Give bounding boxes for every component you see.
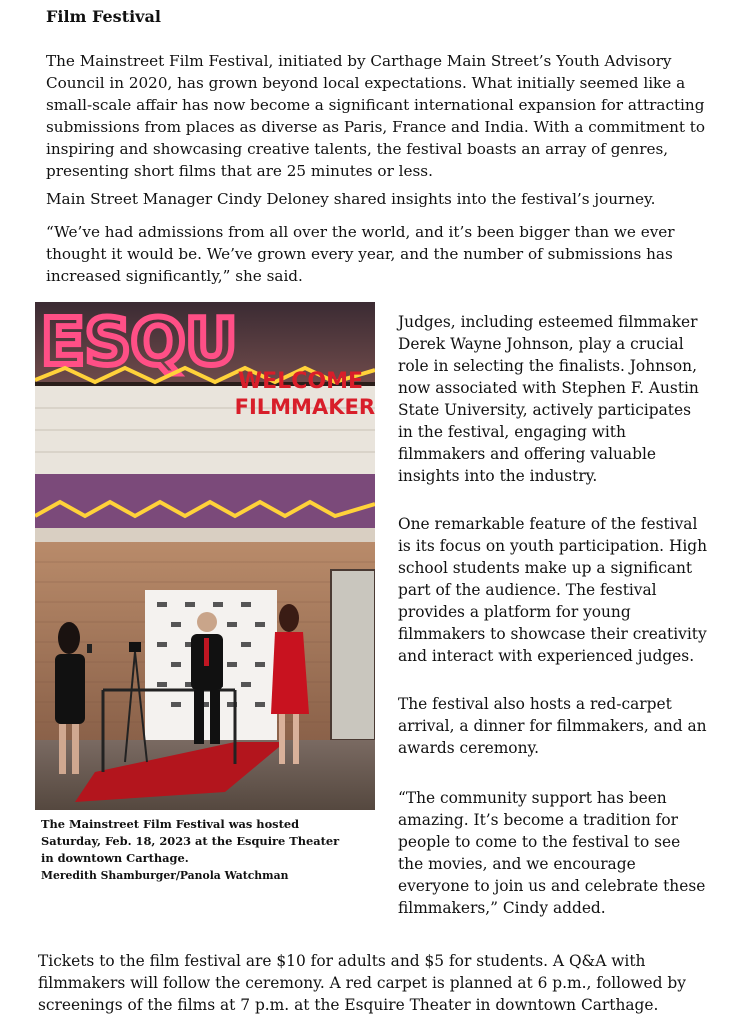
body-paragraph: One remarkable feature of the festival is its focus on youth participation. High school students make up a significant part of the audience. The festival provides a platform for young filmmakers to showcase their creativity and interact with experienced judges. — [398, 515, 708, 665]
closing-paragraph: Tickets to the film festival are $10 for adults and $5 for students. A Q&A with filmmakers will follow the ceremony. A red carpet is planned at 6 p.m., followed by screenings of the films at 7 p.m. at the Esquire Theater in downtown Carthage. — [38, 952, 686, 1014]
body-paragraph: The festival also hosts a red-carpet arrival, a dinner for filmmakers, and an awards ceremony. — [398, 695, 707, 757]
photo-caption: The Mainstreet Film Festival was hosted Saturday, Feb. 18, 2023 at the Esquire Theater in downtown Carthage. — [41, 817, 340, 865]
intro-paragraph: The Mainstreet Film Festival, initiated by Carthage Main Street’s Youth Advisory Council in 2020, has grown beyond local expectations. What initially seemed like a small-scale affair has now become a significant international expansion for attracting submissions from places as diverse as Paris, France and India. With a commitment to inspiring and showcasing creative talents, the festival boasts an array of genres, presenting short films that are 25 minutes or less. — [46, 52, 706, 180]
marquee-sign-filmmaker: FILMMAKER — [234, 395, 375, 419]
body-paragraph: Judges, including esteemed filmmaker Derek Wayne Johnson, play a crucial role in selecting the finalists. Johnson, now associated with Stephen F. Austin State University, actively participates in the festival, engaging with filmmakers and offering valuable insights into the industry. — [398, 313, 699, 485]
photo-credit: Meredith Shamburger/Panola Watchman — [41, 869, 289, 882]
marquee-sign-welcome: WELCOME — [237, 369, 363, 394]
neon-letters: ESQU — [41, 306, 238, 380]
intro-paragraph: “We’ve had admissions from all over the world, and it’s been bigger than we ever thought it would be. We’ve grown every year, and the number of submissions has increased significantly,” she said. — [46, 223, 675, 285]
festival-photo — [35, 302, 375, 810]
intro-paragraph: Main Street Manager Cindy Deloney shared insights into the festival’s journey. — [46, 190, 656, 208]
quote-paragraph: “The community support has been amazing. It’s become a tradition for people to come to the festival to see the movies, and we encourage everyone to join us and celebrate these filmmakers,” Cindy added. — [398, 789, 706, 917]
article-headline: Film Festival — [46, 7, 161, 26]
